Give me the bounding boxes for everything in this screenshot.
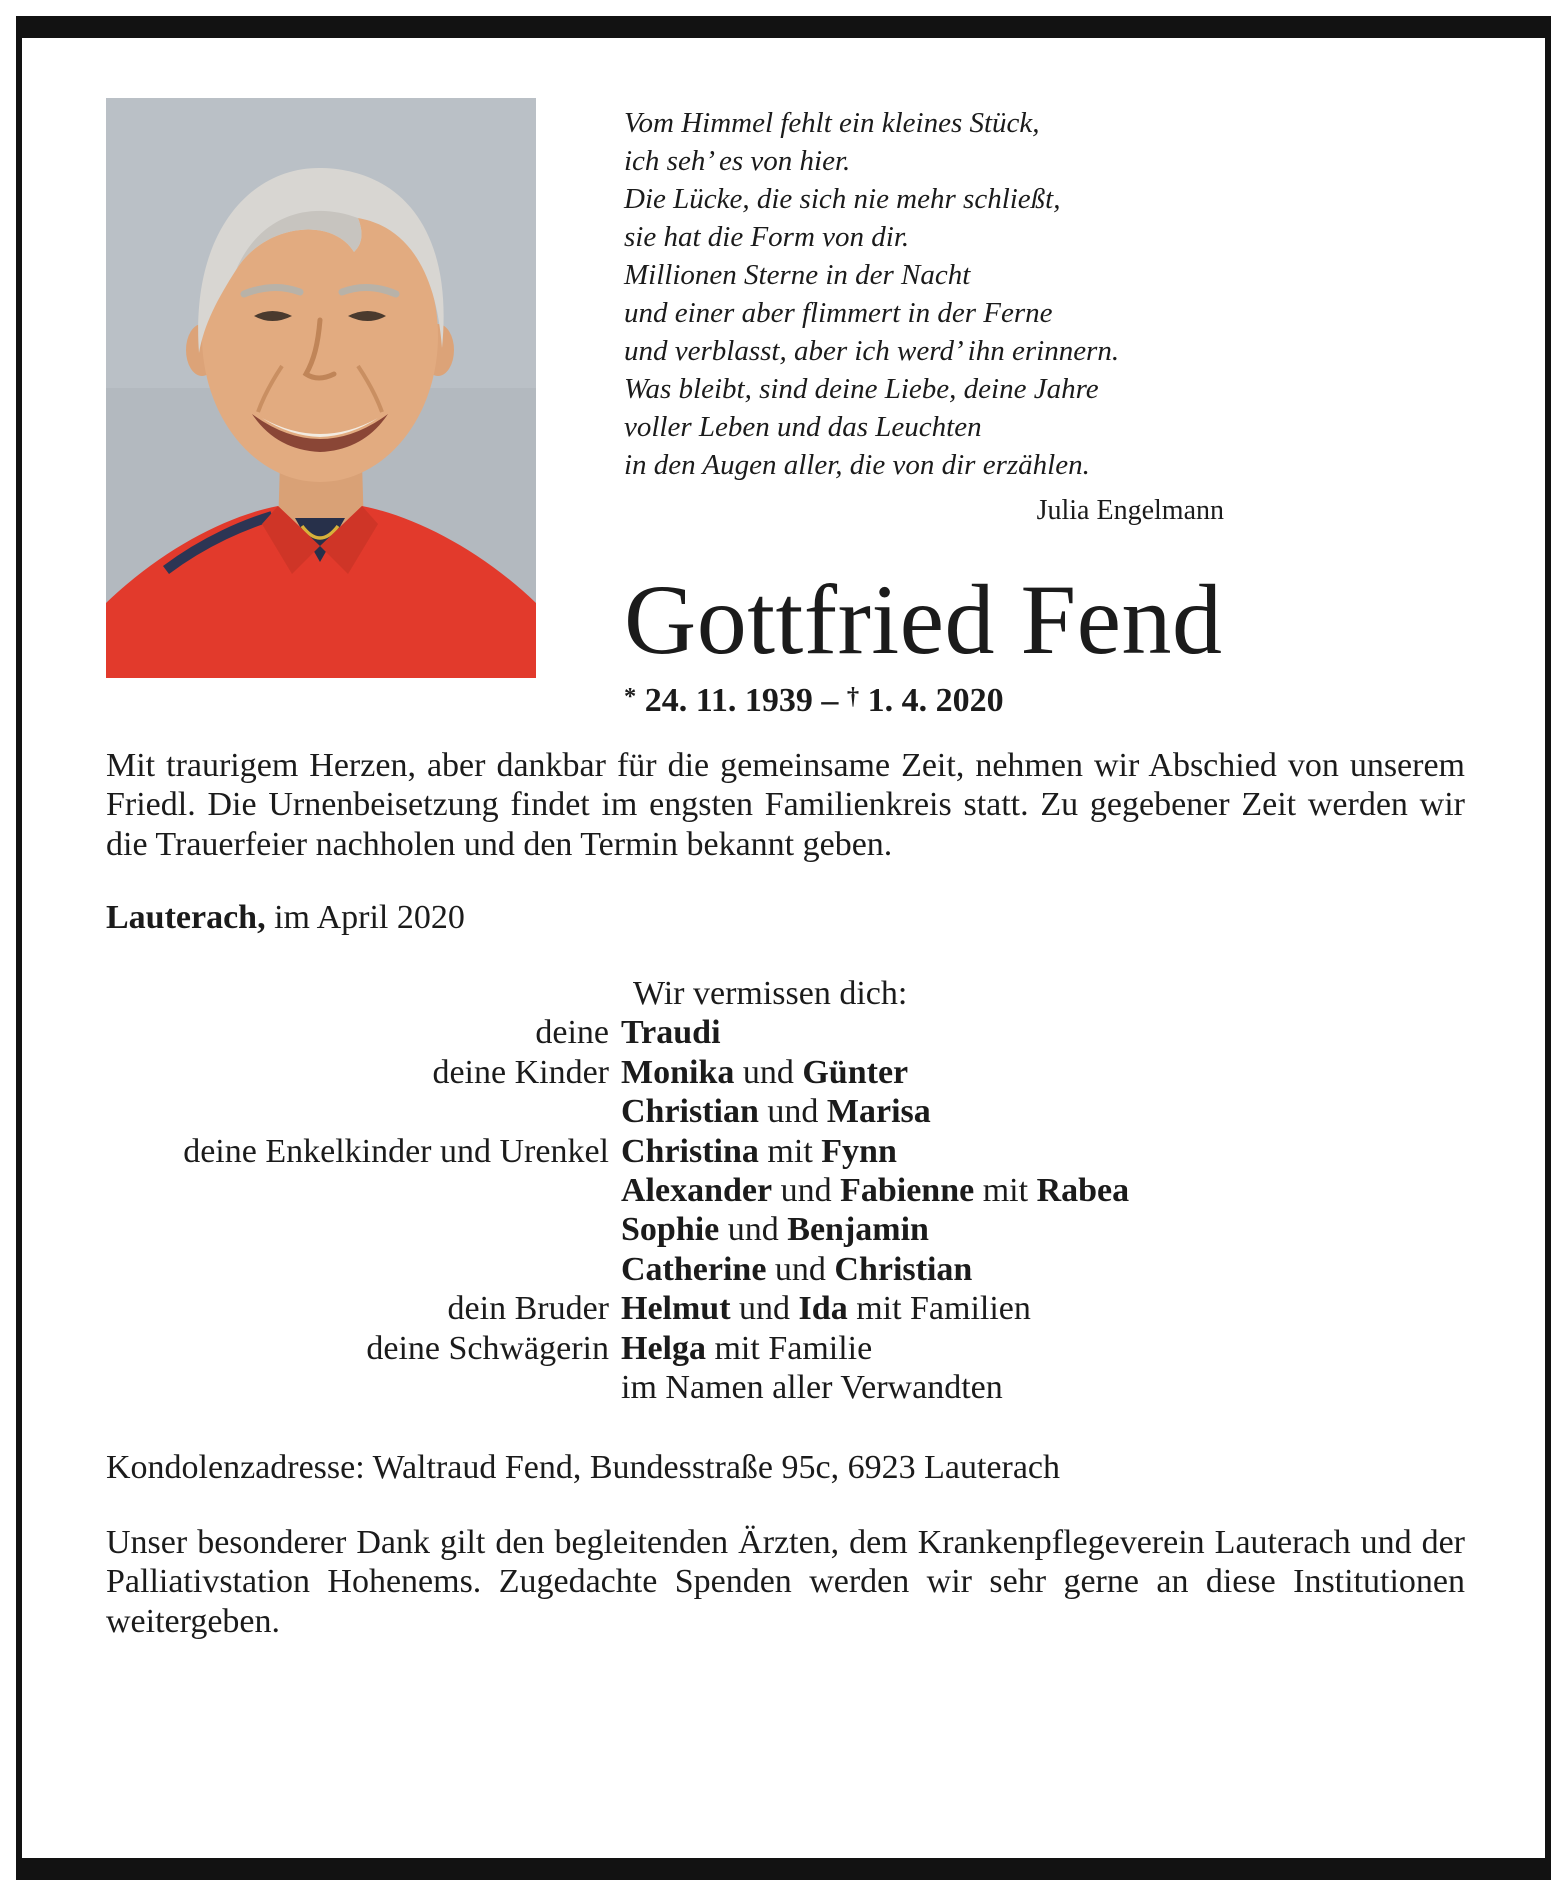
poem-line: Was bleibt, sind deine Liebe, deine Jahre	[624, 373, 1099, 405]
relation-label	[106, 1368, 621, 1407]
poem-line: Millionen Sterne in der Nacht	[624, 259, 971, 291]
relation-label: deine	[535, 1014, 609, 1052]
family-names: Christian und Marisa	[621, 1093, 931, 1131]
poem-line: und verblasst, aber ich werd’ ihn erinnern.	[624, 335, 1120, 367]
farewell-entry	[106, 1329, 1465, 1368]
family-names: Monika und Günter	[621, 1053, 909, 1091]
farewell-entry	[106, 1210, 1465, 1249]
farewell-entry	[106, 1368, 1465, 1407]
farewell-entry	[106, 1289, 1465, 1328]
death-date: 1. 4. 2020	[867, 682, 1004, 719]
thanks-text: Unser besonderer Dank gilt den begleitenden Ärzten, dem Krankenpflegeverein Lauterach und der Palliativstation Hohenems. Zugedachte Spenden werden wir sehr gerne an diese Institutionen weitergeben.	[106, 1524, 1465, 1640]
deceased-name: Gottfried Fend	[624, 564, 1223, 675]
date-text: im April 2020	[265, 899, 465, 937]
relation-label: deine Kinder	[432, 1053, 609, 1091]
poem-line: voller Leben und das Leuchten	[624, 411, 982, 443]
portrait-illustration	[106, 98, 536, 678]
relation-label	[106, 1250, 621, 1289]
farewell-entry	[106, 1013, 1465, 1052]
life-dates	[624, 682, 1224, 720]
poem-line: ich seh’ es von hier.	[624, 145, 851, 177]
announcement-text: Mit traurigem Herzen, aber dankbar für die gemeinsame Zeit, nehmen wir Abschied von unserem Friedl. Die Urnenbeisetzung findet im engsten Familienkreis statt. Zu gegebener Zeit werden wir die Trauerfeier nachholen und den Termin bekannt geben.	[106, 747, 1465, 863]
relation-label	[106, 1092, 621, 1131]
farewell-entry	[106, 1250, 1465, 1289]
poem-line: und einer aber flimmert in der Ferne	[624, 297, 1053, 329]
family-names: Sophie und Benjamin	[621, 1211, 929, 1249]
farewell-entry	[106, 1132, 1465, 1171]
relation-label	[106, 1171, 621, 1210]
family-names: Catherine und Christian	[621, 1250, 973, 1288]
relation-label: deine Schwägerin	[366, 1329, 609, 1367]
relation-label: dein Bruder	[447, 1290, 609, 1328]
farewell-entry	[106, 1053, 1465, 1092]
portrait-photo	[106, 98, 536, 678]
poem-line: Vom Himmel fehlt ein kleines Stück,	[624, 107, 1040, 139]
dates-separator: –	[821, 682, 839, 719]
birth-symbol: *	[624, 683, 637, 710]
farewell-heading: Wir vermissen dich:	[633, 974, 908, 1012]
farewell-section	[106, 974, 1465, 1408]
family-names: Helmut und Ida mit Familien	[621, 1290, 1031, 1328]
poem-line: sie hat die Form von dir.	[624, 221, 910, 253]
family-names: Traudi	[621, 1014, 721, 1052]
relation-label	[106, 1210, 621, 1249]
birth-date: 24. 11. 1939	[644, 682, 813, 719]
place-date	[106, 898, 1465, 937]
poem-line: Die Lücke, die sich nie mehr schließt,	[624, 183, 1061, 215]
farewell-entry	[106, 1092, 1465, 1131]
death-symbol: †	[846, 683, 860, 710]
obituary-frame	[16, 16, 1551, 1880]
poem-author: Julia Engelmann	[1036, 495, 1224, 526]
poem	[624, 104, 1224, 530]
header-text-column	[624, 98, 1224, 720]
family-names: im Namen aller Verwandten	[621, 1369, 1003, 1407]
farewell-list	[106, 1013, 1465, 1407]
poem-line: in den Augen aller, die von dir erzählen.	[624, 449, 1090, 481]
family-names: Christina mit Fynn	[621, 1132, 897, 1170]
condolence-address: Kondolenzadresse: Waltraud Fend, Bundesstraße 95c, 6923 Lauterach	[106, 1448, 1061, 1486]
header-section	[106, 98, 1465, 720]
family-names: Helga mit Familie	[621, 1329, 873, 1367]
family-names: Alexander und Fabienne mit Rabea	[621, 1171, 1130, 1209]
farewell-entry	[106, 1171, 1465, 1210]
place: Lauterach,	[106, 899, 266, 937]
poem-lines	[624, 104, 1224, 484]
relation-label: deine Enkelkinder und Urenkel	[183, 1132, 609, 1170]
